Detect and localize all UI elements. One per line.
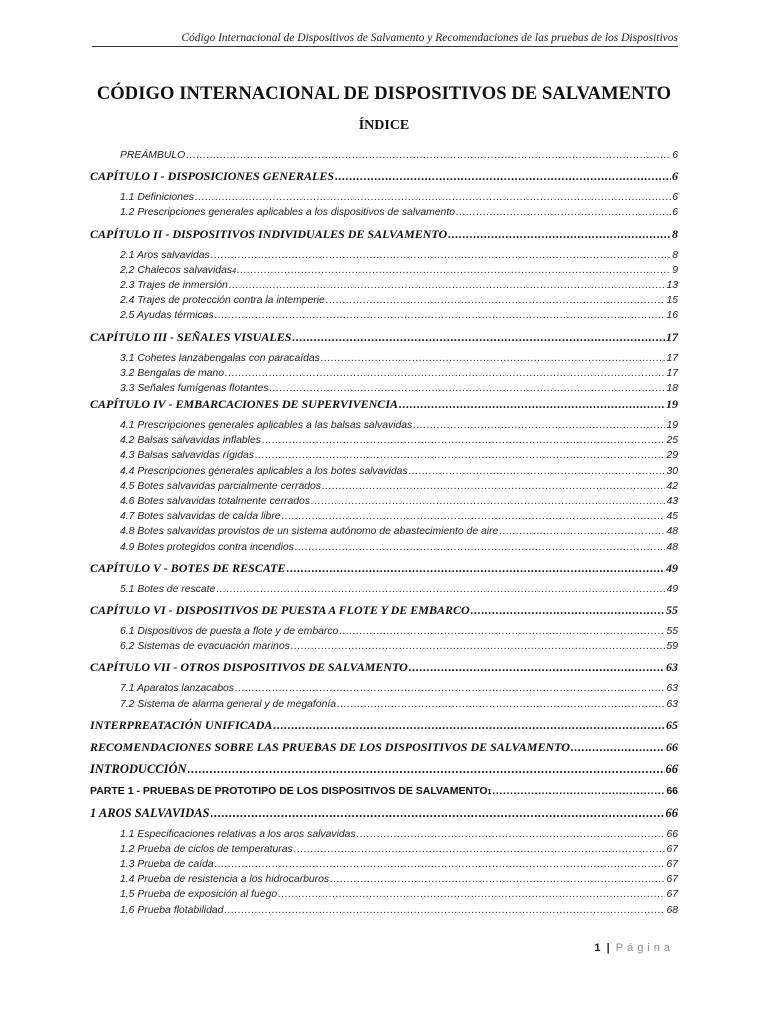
toc-section-entry[interactable] [90,329,678,346]
dot-leader [330,872,665,887]
toc-section-entry[interactable] [90,396,678,413]
toc-entry-page: 17 [666,367,678,379]
toc-entry-label: 4.6 Botes salvavidas totalmente cerrados [120,496,311,507]
toc-entry[interactable] [90,887,678,902]
toc-entry-label: 1 AROS SALVAVIDAS [90,805,210,820]
toc-entry[interactable] [90,697,678,712]
toc-entry-label: INTERPREATACIÓN UNIFICADA [90,717,273,732]
toc-entry-page: 49 [666,560,678,575]
toc-section-entry[interactable] [90,739,678,756]
dot-leader [211,248,672,263]
toc-entry[interactable] [90,448,678,463]
toc-entry[interactable] [90,827,678,842]
toc-entry-label: 4.2 Balsas salvavidas inflables [120,435,261,447]
dot-leader [255,448,665,463]
toc-entry-label: 3.1 Cohetes lanzabengalas con paracaídas [120,352,320,364]
toc-entry-label: 4.9 Botes protegidos contra incendios [120,541,294,553]
toc-entry-label: 7.2 Sistema de alarma general y de megafonía [120,698,337,710]
toc-entry[interactable] [90,190,678,205]
toc-entry[interactable] [90,248,678,263]
dot-leader [188,761,665,778]
toc-entry[interactable] [90,681,678,696]
dot-leader [499,524,665,539]
toc-entry-page: 17 [666,352,678,364]
dot-leader [409,659,665,676]
toc-entry-label: CAPÍTULO III - SEÑALES VISUALES [90,329,292,344]
toc-entry[interactable] [90,381,678,396]
dot-leader [225,366,665,381]
toc-entry-page: 65 [666,717,678,732]
index-heading: ÍNDICE [358,118,410,133]
toc-entry[interactable] [90,278,678,293]
toc-entry-label: CAPÍTULO II - DISPOSITIVOS INDIVIDUALES DE SALVAMENTO [90,226,448,241]
dot-leader [335,168,671,185]
toc-entry-label: 6.2 Sistemas de evacuación marinos [120,641,290,653]
toc-entry-page: 25 [666,435,678,447]
toc-entry-page: 42 [666,480,678,492]
toc-entry[interactable] [90,148,678,163]
toc-entry-page: 66 [665,805,678,820]
toc-entry-page: 68 [666,904,678,916]
toc-entry-label: 1.3 Prueba de caída [120,859,214,871]
toc-entry-label: 5.1 Botes de rescate [120,583,216,595]
toc-entry-label: PARTE 1 - PRUEBAS DE PROTOTIPO DE LOS DISPOSITIVOS DE SALVAMENTO [90,784,488,797]
toc-entry-label: 1.2 Prueba de ciclos de temperaturas [120,843,293,855]
dot-leader [339,624,665,639]
toc-entry-page: 67 [666,874,678,886]
toc-entry[interactable] [90,857,678,872]
page-footer [594,942,674,954]
toc-section-entry[interactable]: PARTE 1 - PRUEBAS DE PROTOTIPO DE LOS DISPOSITIVOS DE SALVAMENTO 1 ..... 66 [90,783,678,800]
toc-entry[interactable] [90,524,678,539]
toc-entry-page: 6 [672,169,678,184]
toc-entry-page: 43 [666,496,678,507]
toc-entry-label: 4.1 Prescripciones generales aplicables a las balsas salvavidas [120,420,413,432]
toc-entry-label: 3.3 Señales fumígenas flotantes [120,382,269,394]
toc-entry-label: 4.3 Balsas salvavidas rígidas [120,450,254,462]
toc-entry-label: 6.1 Dispositivos de puesta a flote y de embarco [120,625,339,637]
dot-leader [448,226,671,243]
toc-entry[interactable] [90,509,678,524]
table-of-contents [90,148,678,918]
toc-entry[interactable] [90,418,678,433]
toc-entry-label: 7.1 Aparatos lanzacabos [120,683,234,695]
dot-leader [413,418,665,433]
toc-entry-page: 55 [666,625,678,637]
toc-entry[interactable] [90,464,678,479]
toc-entry-label: 4.7 Botes salvavidas de caída libre [120,511,281,523]
dot-leader [278,887,665,902]
dot-leader [237,263,671,278]
toc-entry-label: 1.5 Prueba de exposición al fuego [120,889,278,901]
toc-entry-page: 67 [666,859,678,871]
page-word: Página [615,942,674,954]
dot-leader [492,783,665,800]
dot-leader [195,190,671,205]
toc-entry-label: 2.5 Ayudas térmicas [120,310,214,322]
dot-leader [269,381,665,396]
toc-entry[interactable] [90,624,678,639]
toc-entry-page: 19 [666,397,678,412]
toc-entry[interactable] [90,494,678,509]
dot-leader [471,602,665,619]
toc-entry-label: CAPÍTULO VII - OTROS DISPOSITIVOS DE SALVAMENTO [90,660,408,675]
toc-section-entry[interactable] [90,717,678,734]
dot-leader [571,739,665,756]
toc-entry-label: 2.4 Trajes de protección contra la intemperie [120,295,325,307]
toc-entry-label: 1.6 Prueba flotabilidad [120,904,224,916]
toc-entry[interactable] [90,872,678,887]
toc-entry-label: 2.3 Trajes de inmersión [120,279,228,291]
dot-leader [282,509,666,524]
toc-entry-label: 4.5 Botes salvavidas parcialmente cerrados [120,480,321,492]
dot-leader [216,582,665,597]
toc-entry-page: 15 [666,295,678,307]
toc-entry-page: 18 [666,382,678,394]
toc-entry[interactable] [90,540,678,555]
toc-section-entry[interactable] [90,560,678,577]
toc-entry-page: 8 [672,249,678,261]
toc-entry-page: 48 [666,526,678,538]
toc-entry-page: 9 [672,264,678,276]
dot-leader [311,494,665,509]
toc-entry-label: CAPÍTULO VI - DISPOSITIVOS DE PUESTA A FLOTE Y DE EMBARCO [90,602,470,617]
toc-entry-label: 1.4 Prueba de resistencia a los hidrocarburos [120,874,330,886]
toc-entry-page: 63 [666,683,678,695]
dot-leader [456,205,671,220]
toc-entry-page: 63 [666,698,678,710]
toc-entry-label: 4.8 Botes salvavidas provistos de un sistema autónomo de abastecimiento de aire [120,526,499,538]
toc-entry-page: 49 [666,583,678,595]
toc-entry-page: 17 [666,329,678,344]
toc-entry-label: 4.4 Prescripciones generales aplicables a los botes salvavidas [120,465,408,477]
toc-entry[interactable] [90,351,678,366]
dot-leader [291,639,666,654]
toc-entry-label: 2.1 Aros salvavidas [120,249,210,261]
dot-leader [215,308,666,323]
dot-leader [322,479,665,494]
toc-entry[interactable] [90,842,678,857]
toc-entry-label: CAPÍTULO V - BOTES DE RESCATE [90,560,286,575]
dot-leader [399,396,665,413]
toc-entry-page: 67 [666,843,678,855]
dot-leader [292,329,665,346]
toc-entry-label: 1.2 Prescripciones generales aplicables a los dispositivos de salvamento [120,207,455,219]
toc-entry[interactable] [90,903,678,918]
dot-leader [215,857,666,872]
toc-section-entry[interactable] [90,168,678,185]
toc-section-entry[interactable] [90,226,678,243]
toc-entry-label: 1.1 Definiciones [120,192,194,204]
running-header [92,32,678,47]
dot-leader [287,560,666,577]
toc-entry-page: 66 [665,761,678,776]
running-header-text: Código Internacional de Dispositivos de Salvamento y Recomendaciones de las pruebas de los Dispositivos [181,32,678,44]
toc-entry-page: 6 [672,207,678,219]
page-number: 1 [594,942,601,954]
toc-entry-label: 2.2 Chalecos salvavidas [120,264,233,276]
toc-section-entry[interactable] [90,761,678,778]
toc-entry[interactable] [90,479,678,494]
toc-entry-page: 30 [666,465,678,477]
toc-entry[interactable]: 2.2 Chalecos salvavidas 4 ..... 9 [90,263,678,278]
toc-entry-page: 59 [666,641,678,653]
toc-entry-page: 67 [666,889,678,901]
toc-entry-page: 66 [666,784,678,797]
toc-entry[interactable] [90,308,678,323]
toc-entry-label: PREÁMBULO [120,150,186,161]
toc-entry-page: 8 [672,226,678,241]
toc-entry-page: 66 [666,739,678,754]
toc-entry-page: 6 [672,192,678,204]
dot-leader [262,433,666,448]
toc-entry[interactable] [90,582,678,597]
dot-leader [186,148,671,163]
dot-leader [235,681,665,696]
dot-leader [321,351,666,366]
toc-entry-label: 3.2 Bengalas de mano [120,367,224,379]
dot-leader [229,278,666,293]
toc-entry-page: 48 [666,541,678,553]
toc-entry[interactable] [90,639,678,654]
toc-entry-label: 1.1 Especificaciones relativas a los aros salvavidas [120,828,356,840]
toc-entry-page: 16 [666,310,678,322]
toc-entry[interactable] [90,293,678,308]
dot-leader [224,903,665,918]
dot-leader [326,293,666,308]
toc-entry-label: RECOMENDACIONES SOBRE LAS PRUEBAS DE LOS DISPOSITIVOS DE SALVAMENTO [90,739,570,754]
document-title: CÓDIGO INTERNACIONAL DE DISPOSITIVOS DE SALVAMENTO [96,84,672,104]
toc-entry[interactable] [90,205,678,220]
footer-separator: | [606,942,610,954]
toc-entry[interactable] [90,433,678,448]
toc-entry-page: 6 [672,150,678,161]
toc-entry-page: 29 [666,450,678,462]
dot-leader [273,717,665,734]
dot-leader [294,842,666,857]
toc-section-entry[interactable] [90,602,678,619]
toc-entry-page: 55 [666,602,678,617]
toc-entry[interactable] [90,366,678,381]
toc-entry-page: 63 [666,660,678,675]
toc-entry-page: 13 [666,279,678,291]
toc-section-entry[interactable] [90,659,678,676]
toc-entry-label: CAPÍTULO IV - EMBARCACIONES DE SUPERVIVENCIA [90,397,398,412]
dot-leader [295,540,666,555]
toc-entry-page: 66 [666,828,678,840]
toc-section-entry[interactable] [90,805,678,822]
toc-entry-page: 19 [666,420,678,432]
dot-leader [357,827,666,842]
dot-leader [409,464,666,479]
dot-leader [211,805,665,822]
toc-entry-label: CAPÍTULO I - DISPOSICIONES GENERALES [90,169,335,184]
toc-entry-label: INTRODUCCIÓN [90,761,187,776]
toc-entry-page: 45 [666,511,678,523]
dot-leader [337,697,665,712]
